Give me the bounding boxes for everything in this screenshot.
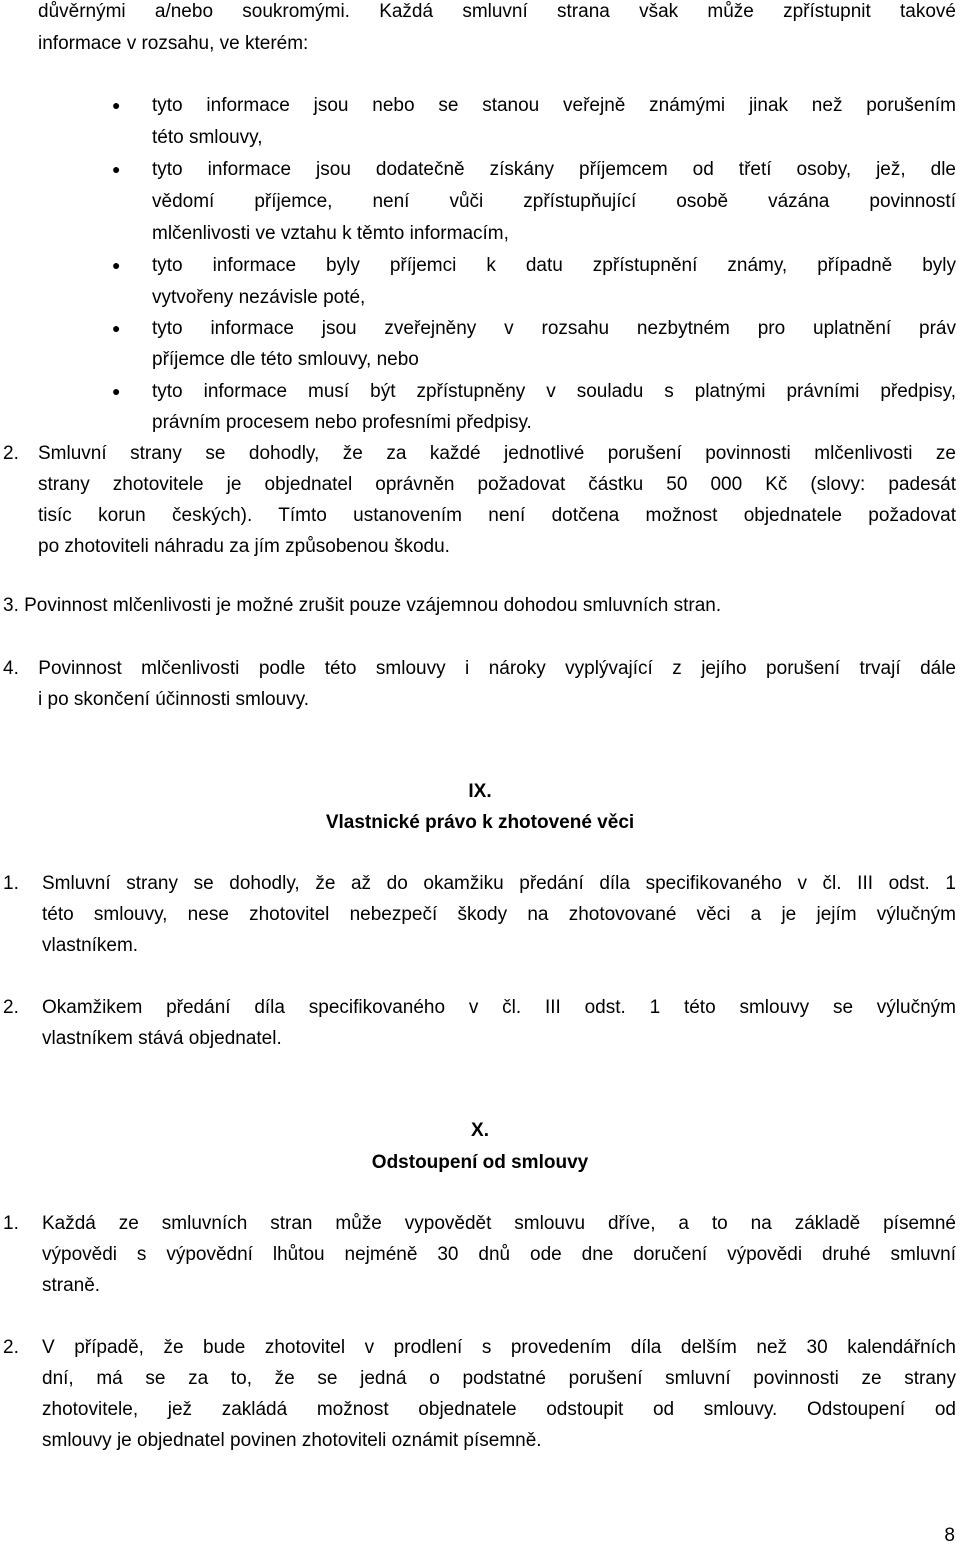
paragraph-line: této smlouvy, nese zhotovitel nebezpečí škody na zhotovované věci a je jejím výlučným	[42, 904, 956, 925]
paragraph-line: informace v rozsahu, ve kterém:	[38, 33, 309, 54]
list-item: mlčenlivosti ve vztahu k těmto informacím,	[152, 223, 509, 244]
paragraph-line: i po skončení účinnosti smlouvy.	[38, 689, 310, 710]
list-item: vytvořeny nezávisle poté,	[152, 287, 366, 308]
list-item: tyto informace byly příjemci k datu zpřístupnění známy, případně byly	[152, 255, 956, 276]
list-item: vědomí příjemce, není vůči zpřístupňující osobě vázána povinností	[152, 191, 956, 212]
paragraph-line: V případě, že bude zhotovitel v prodlení s provedením díla delším než 30 kalendářních	[42, 1337, 956, 1358]
page-number: 8	[944, 1525, 955, 1546]
paragraph-line: dní, má se za to, že se jedná o podstatné porušení smluvní povinnosti ze strany	[42, 1368, 956, 1389]
bullet-icon: ●	[112, 161, 121, 177]
paragraph-number: 2.	[3, 1337, 19, 1358]
paragraph-number: 1.	[3, 1213, 19, 1234]
section-title: Vlastnické právo k zhotovené věci	[325, 812, 635, 833]
list-item: tyto informace jsou dodatečně získány příjemcem od třetí osoby, jež, dle	[152, 159, 956, 180]
paragraph-line: 3. Povinnost mlčenlivosti je možné zrušit pouze vzájemnou dohodou smluvních stran.	[3, 595, 722, 616]
paragraph-number: 2.	[3, 997, 19, 1018]
paragraph-line: Okamžikem předání díla specifikovaného v čl. III odst. 1 této smlouvy se výlučným	[42, 997, 956, 1018]
list-item: tyto informace jsou nebo se stanou veřejně známými jinak než porušením	[152, 95, 956, 116]
bullet-icon: ●	[112, 383, 121, 399]
bullet-icon: ●	[112, 97, 121, 113]
paragraph-line: straně.	[42, 1275, 101, 1296]
paragraph-number: 2.	[3, 443, 19, 464]
list-item: tyto informace jsou zveřejněny v rozsahu nezbytném pro uplatnění práv	[152, 318, 956, 339]
paragraph-line: Smluvní strany se dohodly, že za každé jednotlivé porušení povinnosti mlčenlivosti ze	[38, 443, 956, 464]
paragraph-line: Smluvní strany se dohodly, že až do okamžiku předání díla specifikovaného v čl. III odst. 1	[42, 873, 956, 894]
paragraph-line: 4. Povinnost mlčenlivosti podle této smlouvy i nároky vyplývající z jejího porušení trvají dále	[3, 658, 956, 679]
paragraph-line: smlouvy je objednatel povinen zhotoviteli oznámit písemně.	[42, 1430, 542, 1451]
section-number: X.	[471, 1120, 489, 1141]
paragraph-number: 1.	[3, 873, 19, 894]
paragraph-line: tisíc korun českých). Tímto ustanovením není dotčena možnost objednatele požadovat	[38, 505, 956, 526]
list-item: této smlouvy,	[152, 127, 263, 148]
bullet-icon: ●	[112, 257, 121, 273]
paragraph-line: zhotovitele, jež zakládá možnost objednatele odstoupit od smlouvy. Odstoupení od	[42, 1399, 956, 1420]
list-item: právním procesem nebo profesními předpisy.	[152, 412, 532, 433]
paragraph-line: Každá ze smluvních stran může vypovědět smlouvu dříve, a to na základě písemné	[42, 1213, 956, 1234]
paragraph-line: strany zhotovitele je objednatel oprávněn požadovat částku 50 000 Kč (slovy: padesát	[38, 474, 956, 495]
section-title: Odstoupení od smlouvy	[371, 1152, 589, 1173]
section-number: IX.	[468, 781, 492, 802]
paragraph-line: vlastníkem.	[42, 935, 139, 956]
paragraph-line: vlastníkem stává objednatel.	[42, 1028, 282, 1049]
list-item: tyto informace musí být zpřístupněny v souladu s platnými právními předpisy,	[152, 381, 956, 402]
paragraph-line: po zhotoviteli náhradu za jím způsobenou škodu.	[38, 536, 450, 557]
list-item: příjemce dle této smlouvy, nebo	[152, 349, 419, 370]
paragraph-line: výpovědi s výpovědní lhůtou nejméně 30 dnů ode dne doručení výpovědi druhé smluvní	[42, 1244, 956, 1265]
bullet-icon: ●	[112, 320, 121, 336]
paragraph-line: důvěrnými a/nebo soukromými. Každá smluvní strana však může zpřístupnit takové	[38, 1, 956, 22]
